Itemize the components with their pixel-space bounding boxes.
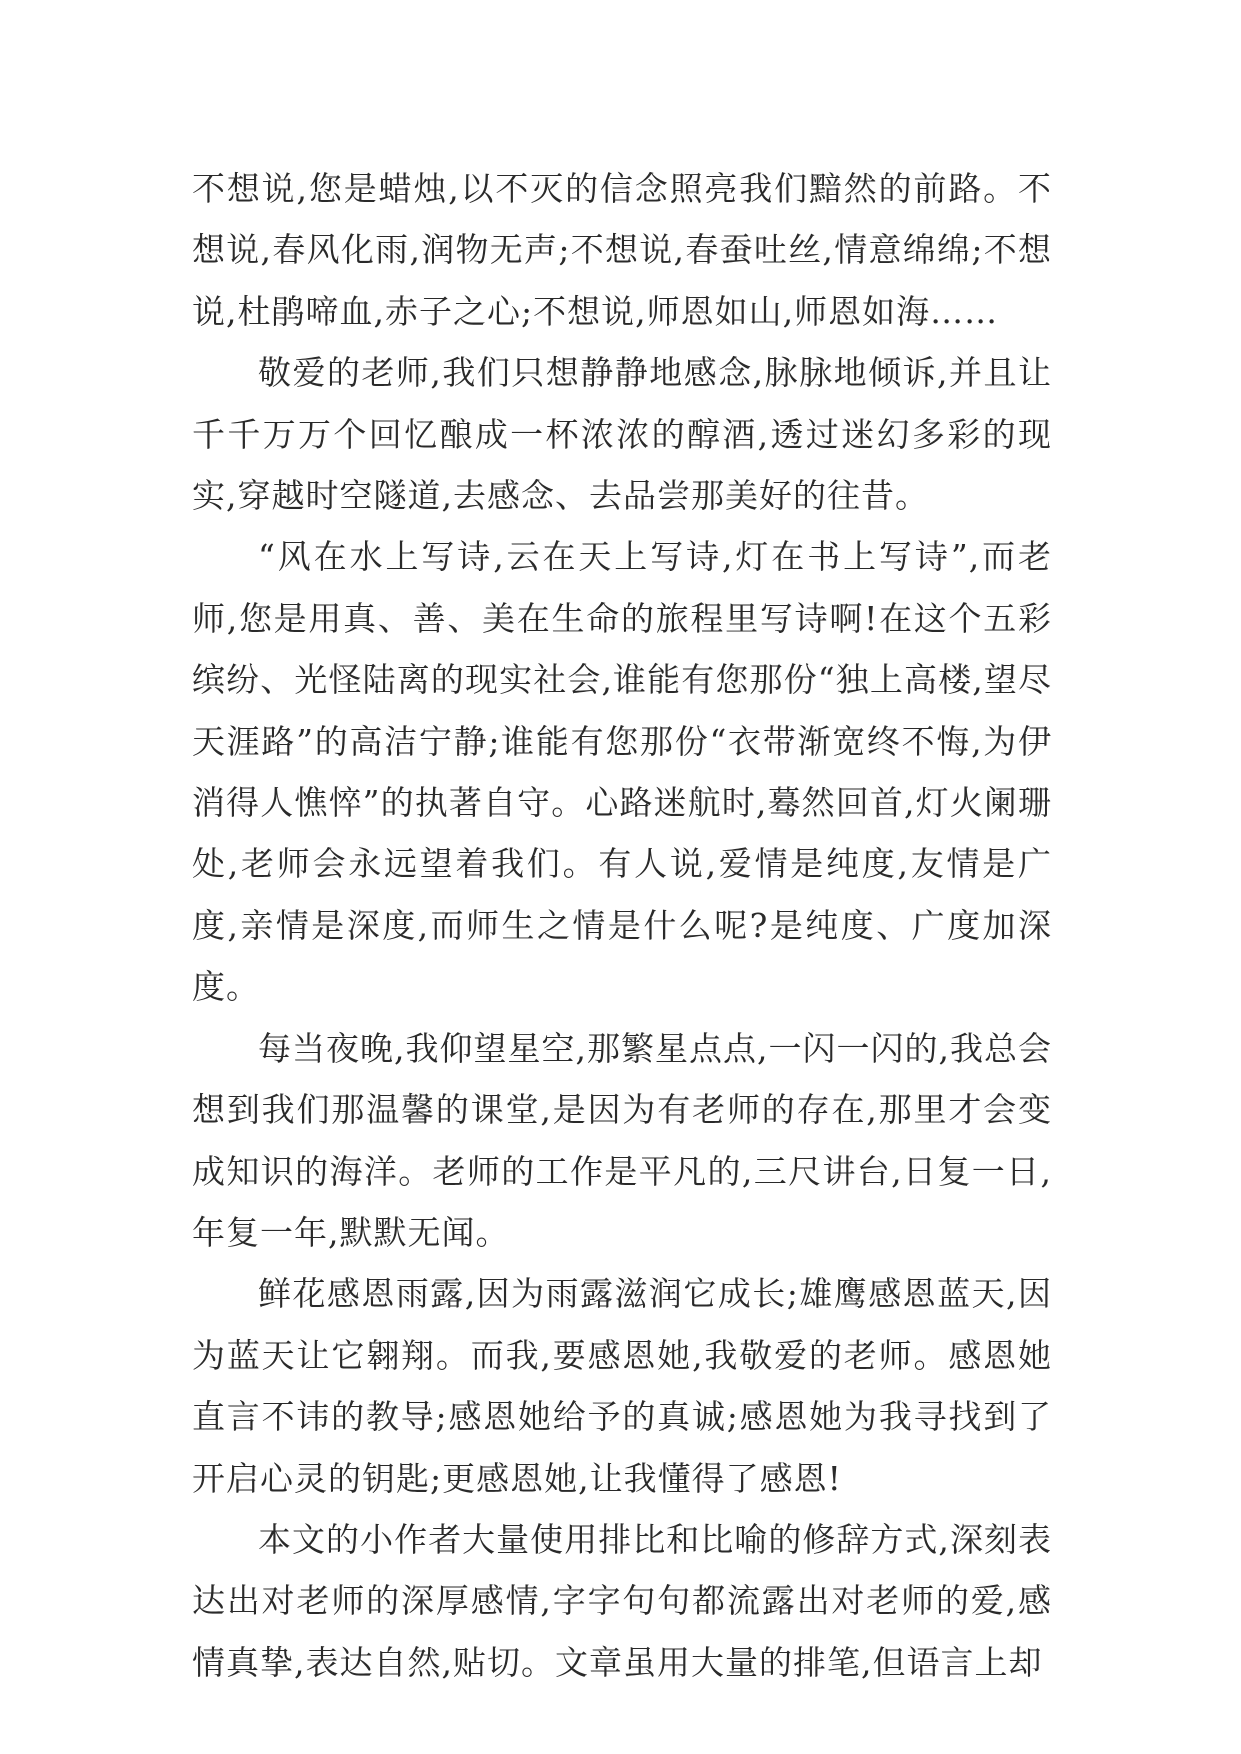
paragraph-4: 每当夜晚,我仰望星空,那繁星点点,一闪一闪的,我总会想到我们那温馨的课堂,是因为有老师的存在,那里才会变成知识的海洋。老师的工作是平凡的,三尺讲台,日复一日,年复一年,默默无闻。 xyxy=(192,1028,1052,1252)
paragraph-2: 敬爱的老师,我们只想静静地感念,脉脉地倾诉,并且让千千万万个回忆酿成一杯浓浓的醇酒,透过迷幻多彩的现实,穿越时空隧道,去感念、去品尝那美好的往昔。 xyxy=(192,353,1052,516)
paragraph-1: 不想说,您是蜡烛,以不灭的信念照亮我们黯然的前路。不想说,春风化雨,润物无声;不想说,春蚕吐丝,情意绵绵;不想说,杜鹃啼血,赤子之心;不想说,师恩如山,师恩如海…… xyxy=(192,169,1052,331)
paragraph-5: 鲜花感恩雨露,因为雨露滋润它成长;雄鹰感恩蓝天,因为蓝天让它翱翔。而我,要感恩她,我敬爱的老师。感恩她直言不讳的教导;感恩她给予的真诚;感恩她为我寻找到了开启心灵的钥匙;更感恩她,让我懂得了感恩! xyxy=(192,1274,1052,1498)
paragraph-3: “风在水上写诗,云在天上写诗,灯在书上写诗”,而老师,您是用真、善、美在生命的旅程里写诗啊!在这个五彩缤纷、光怪陆离的现实社会,谁能有您那份“独上高楼,望尽天涯路”的高洁宁静;谁能有您那份“衣带渐宽终不悔,为伊消得人憔悴”的执著自守。心路迷航时,蓦然回首,灯火阑珊处,老师会永远望着我们。有人说,爱情是纯度,友情是广度,亲情是深度,而师生之情是什么呢?是纯度、广度加深度。 xyxy=(192,537,1052,1007)
paragraph-6: 本文的小作者大量使用排比和比喻的修辞方式,深刻表达出对老师的深厚感情,字字句句都流露出对老师的爱,感情真挚,表达自然,贴切。文章虽用大量的排笔,但语言上却 xyxy=(192,1519,1052,1682)
document-body xyxy=(192,158,1052,1693)
